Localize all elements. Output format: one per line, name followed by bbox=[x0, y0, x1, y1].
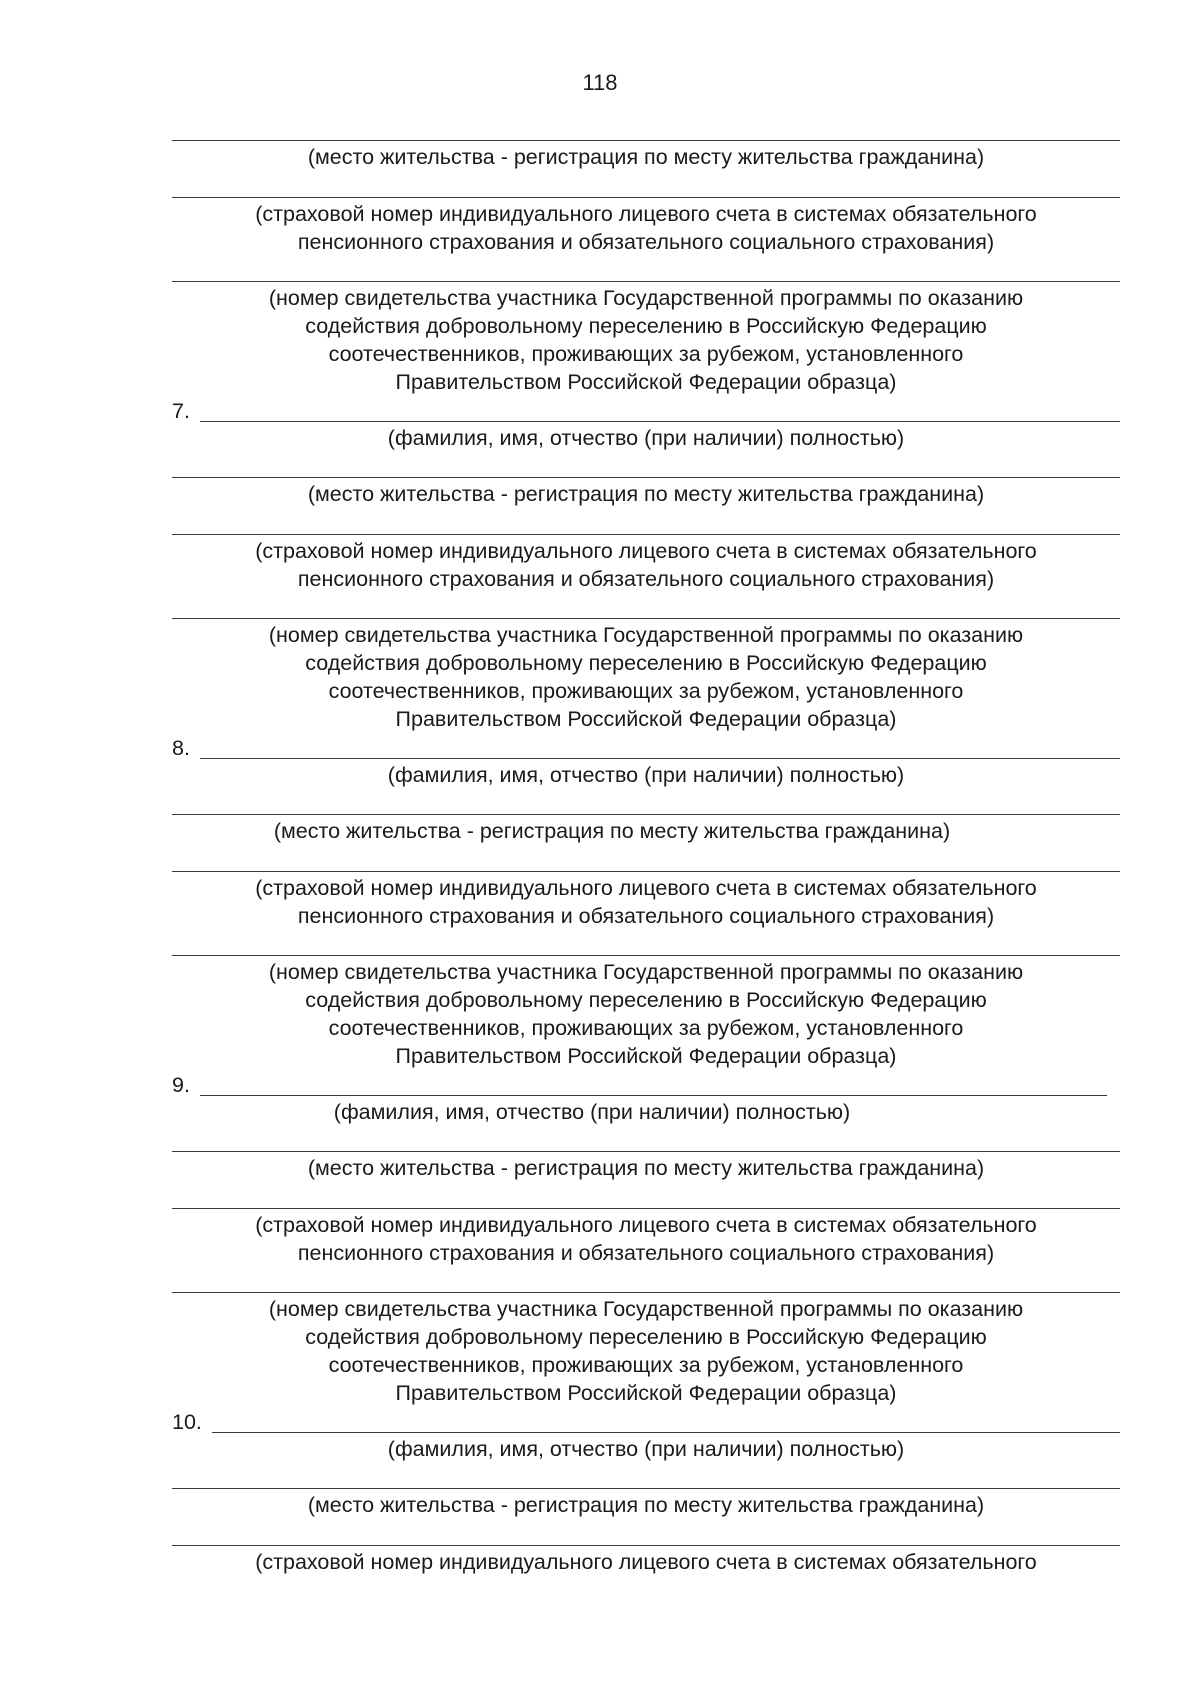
fullname-line bbox=[200, 758, 1120, 759]
residence-line bbox=[172, 140, 1120, 141]
certificate-caption-line4: Правительством Российской Федерации образца) bbox=[395, 1044, 897, 1068]
residence-line bbox=[172, 1488, 1120, 1489]
entry-number: 7. bbox=[172, 399, 190, 423]
certificate-caption-line3: соотечественников, проживающих за рубежом, установленного bbox=[328, 679, 964, 703]
certificate-line bbox=[172, 281, 1120, 282]
fullname-caption: (фамилия, имя, отчество (при наличии) полностью) bbox=[387, 426, 905, 450]
certificate-caption-line1: (номер свидетельства участника Государственной программы по оказанию bbox=[268, 286, 1024, 310]
entry-number: 8. bbox=[172, 736, 190, 760]
residence-line bbox=[172, 1151, 1120, 1152]
fullname-line bbox=[200, 421, 1120, 422]
entry-number: 9. bbox=[172, 1073, 190, 1097]
fullname-caption: (фамилия, имя, отчество (при наличии) полностью) bbox=[333, 1100, 851, 1124]
residence-caption: (место жительства - регистрация по месту жительства гражданина) bbox=[307, 145, 985, 169]
snils-line bbox=[172, 871, 1120, 872]
snils-caption-line1: (страховой номер индивидуального лицевого счета в системах обязательного bbox=[255, 539, 1037, 563]
snils-line bbox=[172, 197, 1120, 198]
entry-number: 10. bbox=[172, 1410, 202, 1434]
residence-caption: (место жительства - регистрация по месту жительства гражданина) bbox=[307, 1493, 985, 1517]
certificate-caption-line1: (номер свидетельства участника Государственной программы по оказанию bbox=[268, 1297, 1024, 1321]
certificate-caption-line3: соотечественников, проживающих за рубежом, установленного bbox=[328, 342, 964, 366]
certificate-caption-line1: (номер свидетельства участника Государственной программы по оказанию bbox=[268, 960, 1024, 984]
snils-caption-line1: (страховой номер индивидуального лицевого счета в системах обязательного bbox=[255, 1550, 1037, 1574]
fullname-line bbox=[200, 1095, 1107, 1096]
certificate-caption-line2: содействия добровольному переселению в Российскую Федерацию bbox=[305, 988, 987, 1012]
snils-line bbox=[172, 1545, 1120, 1546]
residence-line bbox=[172, 477, 1120, 478]
fullname-caption: (фамилия, имя, отчество (при наличии) полностью) bbox=[387, 763, 905, 787]
page-number: 118 bbox=[582, 70, 618, 95]
certificate-caption-line4: Правительством Российской Федерации образца) bbox=[395, 370, 897, 394]
snils-caption-line2: пенсионного страхования и обязательного социального страхования) bbox=[297, 904, 995, 928]
certificate-caption-line1: (номер свидетельства участника Государственной программы по оказанию bbox=[268, 623, 1024, 647]
snils-line bbox=[172, 534, 1120, 535]
certificate-line bbox=[172, 618, 1120, 619]
certificate-caption-line4: Правительством Российской Федерации образца) bbox=[395, 707, 897, 731]
certificate-caption-line2: содействия добровольному переселению в Российскую Федерацию bbox=[305, 1325, 987, 1349]
residence-caption: (место жительства - регистрация по месту жительства гражданина) bbox=[273, 819, 951, 843]
certificate-caption-line2: содействия добровольному переселению в Российскую Федерацию bbox=[305, 651, 987, 675]
snils-caption-line2: пенсионного страхования и обязательного социального страхования) bbox=[297, 1241, 995, 1265]
certificate-line bbox=[172, 955, 1120, 956]
certificate-caption-line3: соотечественников, проживающих за рубежом, установленного bbox=[328, 1353, 964, 1377]
certificate-caption-line2: содействия добровольному переселению в Российскую Федерацию bbox=[305, 314, 987, 338]
snils-caption-line1: (страховой номер индивидуального лицевого счета в системах обязательного bbox=[255, 876, 1037, 900]
snils-caption-line2: пенсионного страхования и обязательного социального страхования) bbox=[297, 230, 995, 254]
certificate-caption-line4: Правительством Российской Федерации образца) bbox=[395, 1381, 897, 1405]
snils-caption-line1: (страховой номер индивидуального лицевого счета в системах обязательного bbox=[255, 1213, 1037, 1237]
certificate-caption-line3: соотечественников, проживающих за рубежом, установленного bbox=[328, 1016, 964, 1040]
residence-line bbox=[172, 814, 1120, 815]
certificate-line bbox=[172, 1292, 1120, 1293]
snils-caption-line1: (страховой номер индивидуального лицевого счета в системах обязательного bbox=[255, 202, 1037, 226]
snils-caption-line2: пенсионного страхования и обязательного социального страхования) bbox=[297, 567, 995, 591]
residence-caption: (место жительства - регистрация по месту жительства гражданина) bbox=[307, 482, 985, 506]
residence-caption: (место жительства - регистрация по месту жительства гражданина) bbox=[307, 1156, 985, 1180]
fullname-caption: (фамилия, имя, отчество (при наличии) полностью) bbox=[387, 1437, 905, 1461]
snils-line bbox=[172, 1208, 1120, 1209]
fullname-line bbox=[212, 1432, 1120, 1433]
